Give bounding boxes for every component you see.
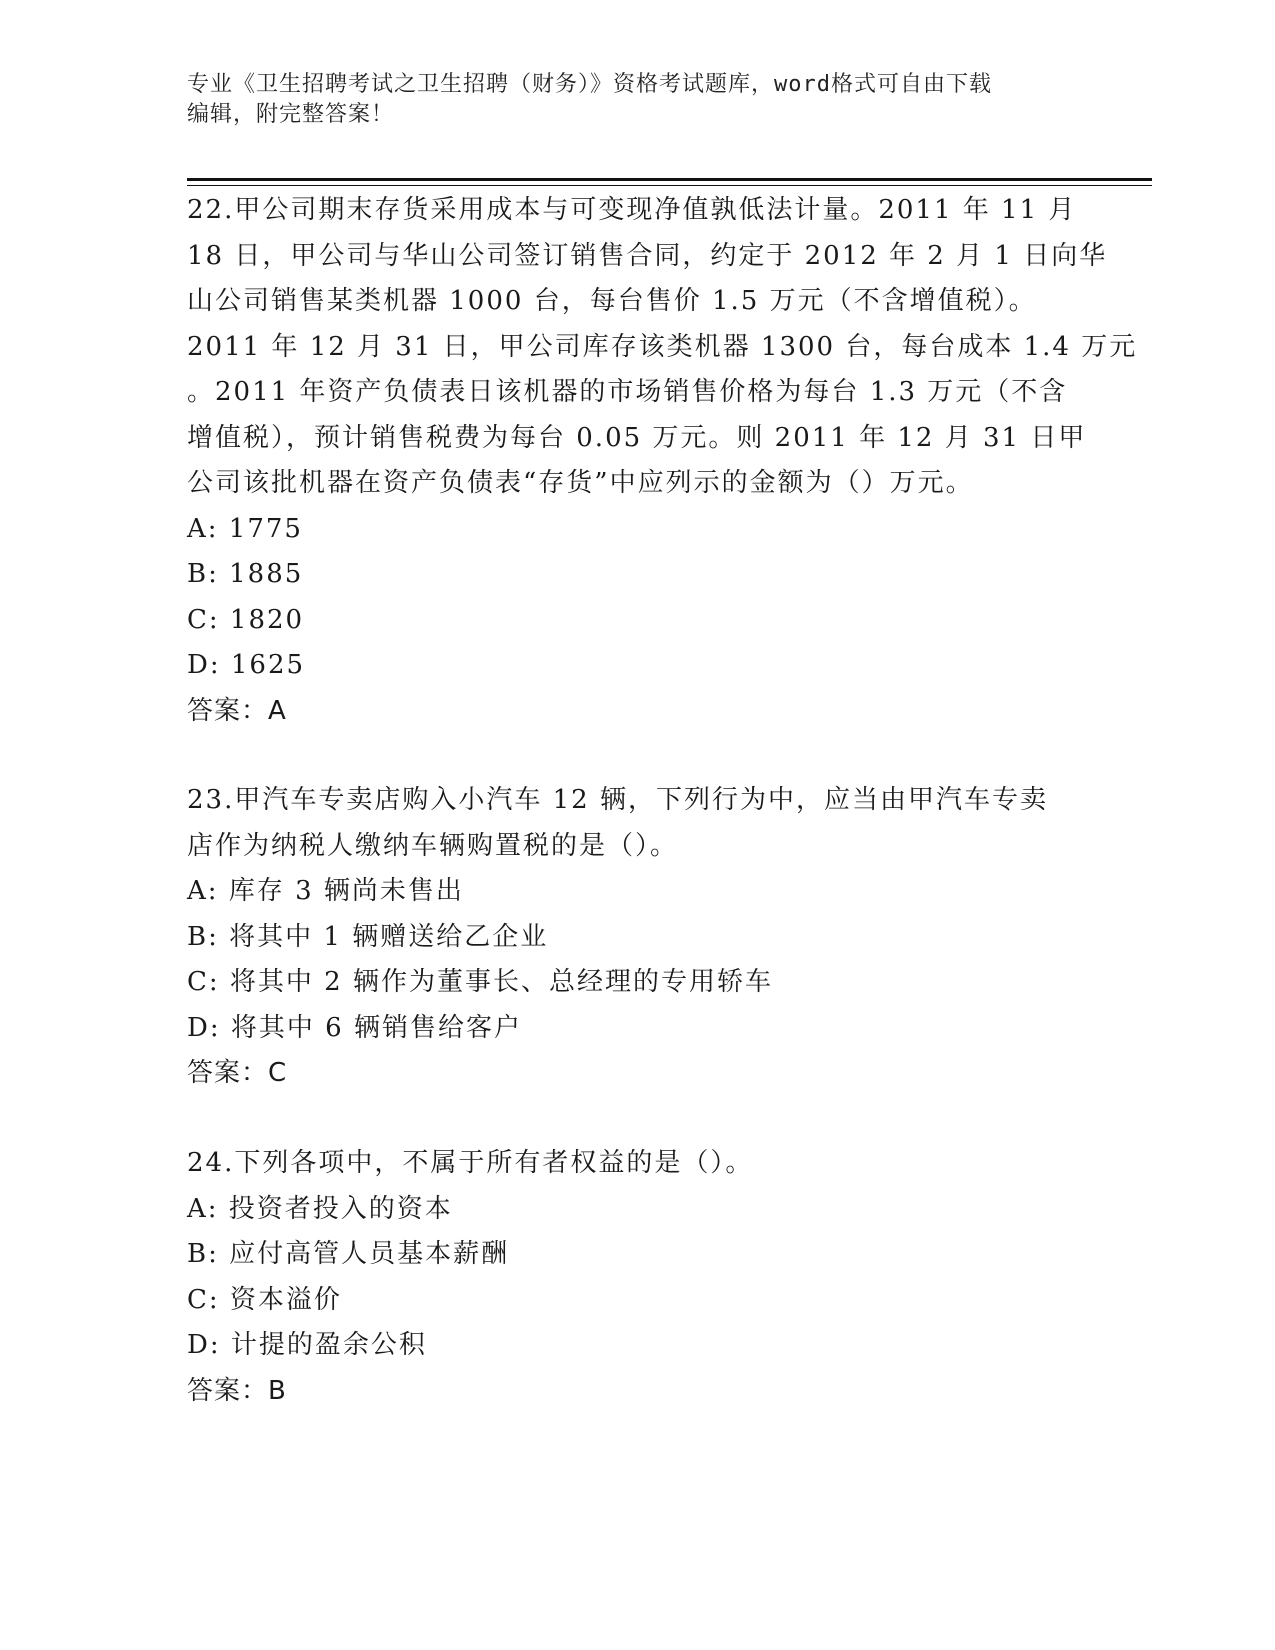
option-d: D: 1625 xyxy=(187,650,306,680)
question-22 xyxy=(187,188,1138,734)
header-divider-thin xyxy=(187,185,1152,186)
question-stem xyxy=(187,1141,1087,1187)
answer-line: 答案：A xyxy=(187,695,287,726)
option-c: C: 将其中 2 辆作为董事长、总经理的专用轿车 xyxy=(187,967,773,997)
option-a: A: 投资者投入的资本 xyxy=(187,1193,453,1224)
option-c: C: 资本溢价 xyxy=(187,1284,342,1315)
question-stem xyxy=(187,778,1087,869)
option-d: D: 计提的盈余公积 xyxy=(187,1330,427,1360)
answer-line: 答案：B xyxy=(187,1375,287,1406)
option-b: B: 1885 xyxy=(187,559,304,589)
option-c: C: 1820 xyxy=(187,604,305,635)
stem-line: 23.甲汽车专卖店购入小汽车 12 辆，下列行为中，应当由甲汽车专卖 xyxy=(187,785,1048,815)
option-a: A: 库存 3 辆尚未售出 xyxy=(187,876,464,906)
option-a: A: 1775 xyxy=(187,513,303,544)
option-d: D: 将其中 6 辆销售给客户 xyxy=(187,1012,522,1043)
header-divider-thick xyxy=(187,178,1152,181)
option-b: B: 将其中 1 辆赠送给乙企业 xyxy=(187,921,549,952)
stem-line: 。2011 年资产负债表日该机器的市场销售价格为每台 1.3 万元（不含 xyxy=(187,377,1068,407)
stem-line: 2011 年 12 月 31 日，甲公司库存该类机器 1300 台，每台成本 1.4 万元 xyxy=(187,331,1138,362)
header-line: 专业《卫生招聘考试之卫生招聘（财务）》资格考试题库，word格式可自由下载 xyxy=(187,72,992,97)
answer-line: 答案：C xyxy=(187,1058,288,1088)
question-24 xyxy=(187,1141,1087,1414)
stem-line: 22.甲公司期末存货采用成本与可变现净值孰低法计量。2011 年 11 月 xyxy=(187,195,1077,225)
stem-line: 24.下列各项中，不属于所有者权益的是（）。 xyxy=(187,1148,754,1178)
question-23 xyxy=(187,778,1087,1097)
option-b: B: 应付高管人员基本薪酬 xyxy=(187,1239,510,1269)
question-stem xyxy=(187,188,1138,507)
document-header xyxy=(187,70,1087,130)
stem-line: 店作为纳税人缴纳车辆购置税的是（）。 xyxy=(187,830,679,861)
header-line: 编辑，附完整答案！ xyxy=(187,102,395,127)
stem-line: 山公司销售某类机器 1000 台，每台售价 1.5 万元（不含增值税）。 xyxy=(187,286,1037,316)
stem-line: 18 日，甲公司与华山公司签订销售合同，约定于 2012 年 2 月 1 日向华 xyxy=(187,240,1108,271)
stem-line: 增值税），预计销售税费为每台 0.05 万元。则 2011 年 12 月 31 日甲 xyxy=(187,422,1087,453)
stem-line: 公司该批机器在资产负债表“存货”中应列示的金额为（）万元。 xyxy=(187,468,974,498)
